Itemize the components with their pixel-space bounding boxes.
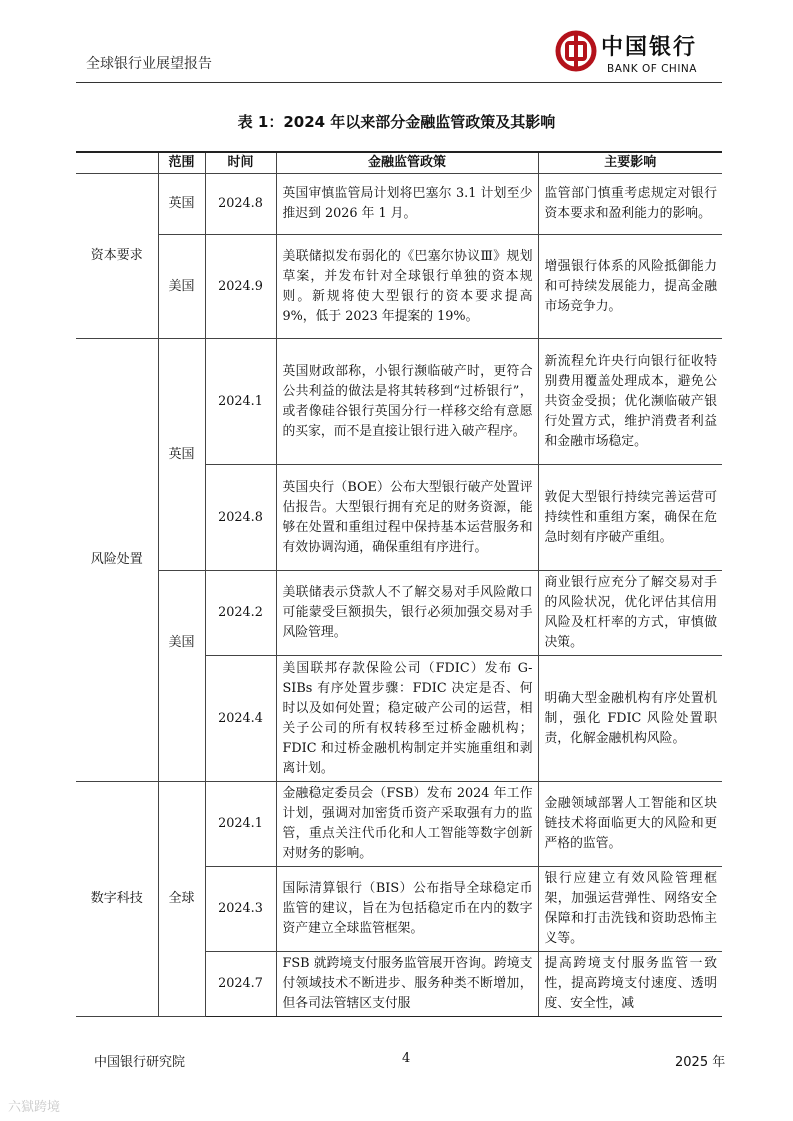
- time-cell: 2024.1: [205, 339, 276, 465]
- table-title: 表 1：2024 年以来部分金融监管政策及其影响: [237, 113, 556, 131]
- scope-cell: 资本要求: [76, 174, 158, 339]
- time-cell: 2024.3: [205, 867, 276, 952]
- time-cell: 2024.8: [205, 465, 276, 571]
- impact-cell: 敦促大型银行持续完善运营可持续性和重组方案，确保在危急时刻有序破产重组。: [538, 465, 722, 571]
- page-number: 4: [402, 1051, 411, 1066]
- footer-org: 中国银行研究院: [94, 1055, 186, 1070]
- impact-cell: 明确大型金融机构有序处置机制，强化 FDIC 风险处置职责，化解金融机构风险。: [538, 656, 722, 782]
- policy-cell: 英国央行（BOE）公布大型银行破产处置评估报告。大型银行拥有充足的财务资源，能够在处置和重组过程中保持基本运营服务和有效协调沟通，确保重组有序进行。: [276, 465, 538, 571]
- policy-cell: 国际清算银行（BIS）公布指导全球稳定币监管的建议，旨在为包括稳定币在内的数字资产建立全球监管框架。: [276, 867, 538, 952]
- bank-logo-icon: [555, 30, 597, 72]
- time-cell: 2024.4: [205, 656, 276, 782]
- regulation-table: [76, 151, 722, 1017]
- region-cell: 美国: [158, 571, 205, 782]
- policy-cell: 英国审慎监管局计划将巴塞尔 3.1 计划至少推迟到 2026 年 1 月。: [276, 174, 538, 235]
- header-policy: 金融监管政策: [276, 152, 538, 174]
- table-row: [76, 339, 722, 465]
- impact-cell: 提高跨境支付服务监管一致性，提高跨境支付速度、透明度、安全性，减: [538, 952, 722, 1017]
- header-region: 范围: [158, 152, 205, 174]
- region-cell: 英国: [158, 174, 205, 235]
- region-cell: 英国: [158, 339, 205, 571]
- time-cell: 2024.8: [205, 174, 276, 235]
- policy-cell: 英国财政部称，小银行濒临破产时，更符合公共利益的做法是将其转移到“过桥银行”，或者像硅谷银行英国分行一样移交给有意愿的买家，而不是直接让银行进入破产程序。: [276, 339, 538, 465]
- header-time: 时间: [205, 152, 276, 174]
- header-divider: [76, 82, 722, 83]
- policy-cell: 美联储拟发布弱化的《巴塞尔协议Ⅲ》规划草案，并发布针对全球银行单独的资本规则。新规将使大型银行的资本要求提高 9%，低于 2023 年提案的 19%。: [276, 235, 538, 339]
- impact-cell: 增强银行体系的风险抵御能力和可持续发展能力，提高金融市场竞争力。: [538, 235, 722, 339]
- policy-cell: 金融稳定委员会（FSB）发布 2024 年工作计划，强调对加密货币资产采取强有力的监管，重点关注代币化和人工智能等数字创新对财务的影响。: [276, 782, 538, 867]
- impact-cell: 银行应建立有效风险管理框架，加强运营弹性、网络安全保障和打击洗钱和资助恐怖主义等。: [538, 867, 722, 952]
- policy-cell: FSB 就跨境支付服务监管展开咨询。跨境支付领域技术不断进步、服务种类不断增加，但各司法管辖区支付服: [276, 952, 538, 1017]
- region-cell: 美国: [158, 235, 205, 339]
- header-scope: [76, 152, 158, 174]
- impact-cell: 金融领域部署人工智能和区块链技术将面临更大的风险和更严格的监管。: [538, 782, 722, 867]
- table-row: [76, 174, 722, 235]
- time-cell: 2024.2: [205, 571, 276, 656]
- scope-cell: 数字科技: [76, 782, 158, 1017]
- table-row: [76, 782, 722, 867]
- bank-logo: [555, 30, 723, 78]
- scope-cell: 风险处置: [76, 339, 158, 782]
- logo-english-name: BANK OF CHINA: [607, 63, 697, 75]
- table-header-row: [76, 152, 722, 174]
- footer-year: 2025 年: [675, 1055, 726, 1070]
- region-cell: 全球: [158, 782, 205, 1017]
- impact-cell: 新流程允许央行向银行征收特别费用覆盖处理成本，避免公共资金受损；优化濒临破产银行处置方式，维护消费者利益和金融市场稳定。: [538, 339, 722, 465]
- header-impact: 主要影响: [538, 152, 722, 174]
- watermark: 六獄跨境: [8, 1100, 61, 1115]
- time-cell: 2024.9: [205, 235, 276, 339]
- time-cell: 2024.7: [205, 952, 276, 1017]
- table-row: [76, 571, 722, 656]
- policy-cell: 美国联邦存款保险公司（FDIC）发布 G-SIBs 有序处置步骤：FDIC 决定是否、何时以及如何处置；稳定破产公司的运营，相关子公司的所有权转移至过桥金融机构；FDIC 和过桥金融机构制定并实施重组和剥离计划。: [276, 656, 538, 782]
- policy-cell: 美联储表示贷款人不了解交易对手风险敞口可能蒙受巨额损失，银行必须加强交易对手风险管理。: [276, 571, 538, 656]
- logo-chinese-name: 中国银行: [601, 35, 698, 60]
- table-row: [76, 235, 722, 339]
- time-cell: 2024.1: [205, 782, 276, 867]
- impact-cell: 商业银行应充分了解交易对手的风险状况，优化评估其信用风险及杠杆率的方式，审慎做决策。: [538, 571, 722, 656]
- header-title: 全球银行业展望报告: [86, 56, 212, 72]
- impact-cell: 监管部门慎重考虑规定对银行资本要求和盈利能力的影响。: [538, 174, 722, 235]
